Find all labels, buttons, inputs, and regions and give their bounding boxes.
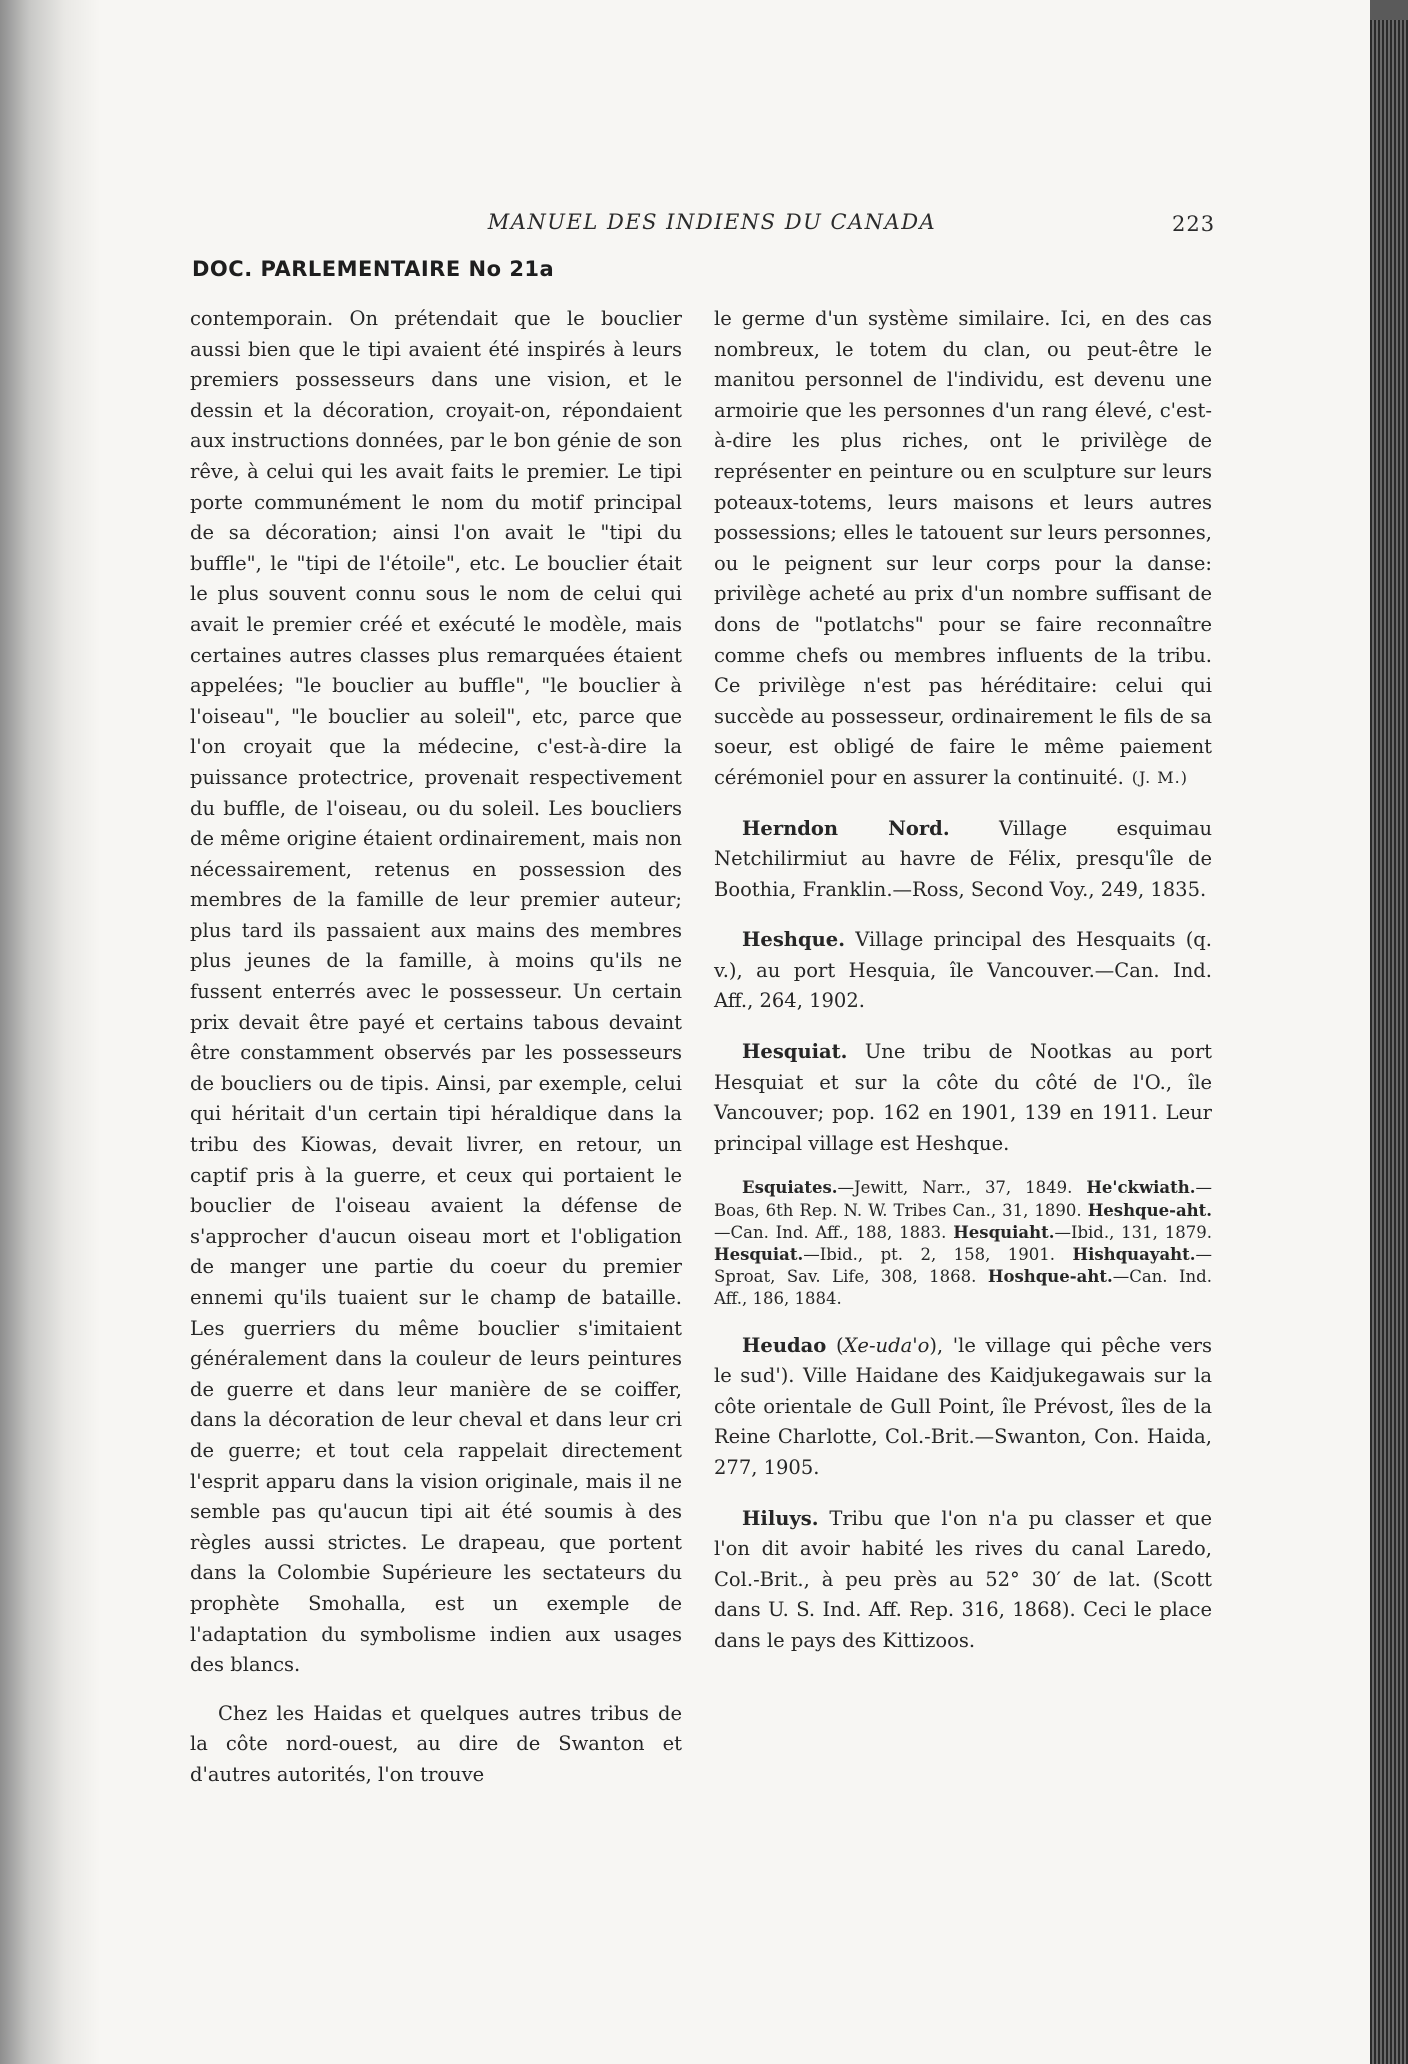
entry-headword: Hiluys. <box>742 1506 819 1530</box>
citation: —Boas, 6th Rep. N. W. Tribes Can., 31, 1890. <box>714 1178 1212 1220</box>
page-stack-edge <box>1370 20 1408 2064</box>
entry-heudao <box>714 1331 1212 1484</box>
synonym: Hesquiaht. <box>953 1222 1055 1242</box>
entry-hesquiat <box>714 1037 1212 1159</box>
left-paragraph-2: Chez les Haidas et quelques autres tribus de la côte nord-ouest, au dire de Swanton et d'autres autorités, l'on trouve <box>190 1701 682 1786</box>
entry-headword: Heshque. <box>742 928 845 952</box>
citation: —Can. Ind. Aff., 188, 1883. <box>714 1222 947 1242</box>
citation: —Sproat, Sav. Life, 308, 1868. <box>714 1245 1212 1287</box>
right-paragraph-1 <box>714 304 1212 794</box>
entry-paren: ( <box>835 1333 844 1357</box>
entry-text: Village esquimau Netchilirmiut au havre de Félix, presqu'île de Boothia, Franklin.—Ross, Second Voy., 249, 1835. <box>714 816 1213 901</box>
entry-heshque <box>714 925 1212 1017</box>
page-binding-shadow <box>0 0 100 2064</box>
synonym: Hoshque-aht. <box>987 1267 1113 1287</box>
synonym: Esquiates. <box>742 1178 838 1198</box>
entry-headword: Hesquiat. <box>742 1040 848 1064</box>
entry-native-name: Xe-uda'o <box>843 1333 930 1357</box>
entry-headword: Herndon Nord. <box>742 816 950 840</box>
left-column <box>190 304 682 1791</box>
entry-herndon-nord <box>714 814 1212 906</box>
page-number: 223 <box>1172 212 1216 236</box>
citation: —Jewitt, Narr., 37, 1849. <box>837 1178 1073 1198</box>
left-paragraph-1: contemporain. On prétendait que le bouclier aussi bien que le tipi avaient été inspirés à leurs premiers possesseurs dans une vision, et le dessin et la décoration, croyait-on, répondaient aux instructions données, par le bon génie de son rêve, à celui qui les avait faits le premier. Le tipi porte communément le nom du motif principal de sa décoration; ainsi l'on avait le "tipi du buffle", le "tipi de l'étoile", etc. Le bouclier était le plus souvent connu sous le nom de celui qui avait le premier créé et exécuté le modèle, mais certaines autres classes plus remarquées étaient appelées; "le bouclier au buffle", "le bouclier à l'oiseau", "le bouclier au soleil", etc, parce que l'on croyait que la médecine, c'est-à-dire la puissance protectrice, provenait respectivement du buffle, de l'oiseau, ou du soleil. Les boucliers de même origine étaient ordinairement, mais non nécessairement, retenus en possession des membres de la famille de leur premier auteur; plus tard ils passaient aux mains des membres plus jeunes de la famille, à moins qu'ils ne fussent enterrés avec le possesseur. Un certain prix devait être payé et certains tabous devaint être constamment observés par les possesseurs de boucliers ou de tipis. Ainsi, par exemple, celui qui héritait d'un certain tipi héraldique dans la tribu des Kiowas, devait livrer, en retour, un captif pris à la guerre, et ceux qui portaient le bouclier de l'oiseau avaient la défense de s'approcher d'aucun oiseau mort et l'obligation de manger une partie du coeur du premier ennemi qu'ils tuaient sur le champ de bataille. Les guerriers du même bouclier s'imitaient généralement dans la couleur de leurs peintures de guerre et dans leur manière de se coiffer, dans la décoration de leur cheval et dans leur cri de guerre; et tout cela rappelait directement l'esprit apparu dans la vision originale, mais il ne semble pas qu'aucun tipi ait été soumis à des règles aussi strictes. Le drapeau, que portent dans la Colombie Supérieure les sectateurs du prophète Smohalla, est un exemple de l'adaptation du symbolisme indien aux usages des blancs. <box>190 307 682 1677</box>
synonym: Hishquayaht. <box>1072 1245 1196 1265</box>
entry-text: ), 'le village qui pêche vers le sud'). Ville Haidane des Kaidjukegawais sur la côte orientale de Gull Point, île Prévost, îles de la Reine Charlotte, Col.-Brit.—Swanton, Con. Haida, 277, 1905. <box>714 1333 1212 1480</box>
entry-hiluys <box>714 1504 1212 1657</box>
citation: —Ibid., pt. 2, 158, 1901. <box>803 1245 1056 1265</box>
author-signature: (J. M.) <box>1131 767 1188 787</box>
entry-text: Tribu que l'on n'a pu classer et que l'on dit avoir habité les rives du canal Laredo, Col.-Brit., à peu près au 52° 30′ de lat. (Scott dans U. S. Ind. Aff. Rep. 316, 1868). Ceci le place dans le pays des Kittizoos. <box>714 1506 1212 1652</box>
entry-text: Une tribu de Nootkas au port Hesquiat et sur la côte du côté de l'O., île Vancouver; pop. 162 en 1901, 139 en 1911. Leur principal village est Heshque. <box>714 1040 1212 1155</box>
hesquiat-citations <box>714 1177 1212 1310</box>
synonym: He'ckwiath. <box>1086 1178 1196 1198</box>
citation: —Can. Ind. Aff., 186, 1884. <box>714 1267 1212 1309</box>
right-column <box>714 304 1212 1657</box>
citation: —Ibid., 131, 1879. <box>1054 1222 1212 1242</box>
running-title: MANUEL DES INDIENS DU CANADA <box>487 210 937 234</box>
entry-headword: Heudao <box>742 1333 827 1357</box>
entry-text: Village principal des Hesquaits (q. v.), au port Hesquia, île Vancouver.—Can. Ind. Aff., 264, 1902. <box>714 928 1212 1013</box>
synonym: Heshque-aht. <box>1087 1200 1212 1220</box>
synonym: Hesquiat. <box>714 1245 804 1265</box>
right-paragraph-1-text: le germe d'un système similaire. Ici, en des cas nombreux, le totem du clan, ou peut-être le manitou personnel de l'individu, est devenu une armoirie que les personnes d'un rang élevé, c'est-à-dire les plus riches, ont le privilège de représenter en peinture ou en sculpture sur leurs poteaux-totems, leurs maisons et leurs autres possessions; elles le tatouent sur leurs personnes, ou le peignent sur leur corps pour la danse: privilège acheté au prix d'un nombre suffisant de dons de "potlatchs" pour se faire reconnaître comme chefs ou membres influents de la tribu. Ce privilège n'est pas héréditaire: celui qui succède au possesseur, ordinairement le fils de sa soeur, est obligé de faire le même paiement cérémoniel pour en assurer la continuité. <box>714 307 1212 789</box>
document-header: DOC. PARLEMENTAIRE No 21a <box>192 257 555 281</box>
